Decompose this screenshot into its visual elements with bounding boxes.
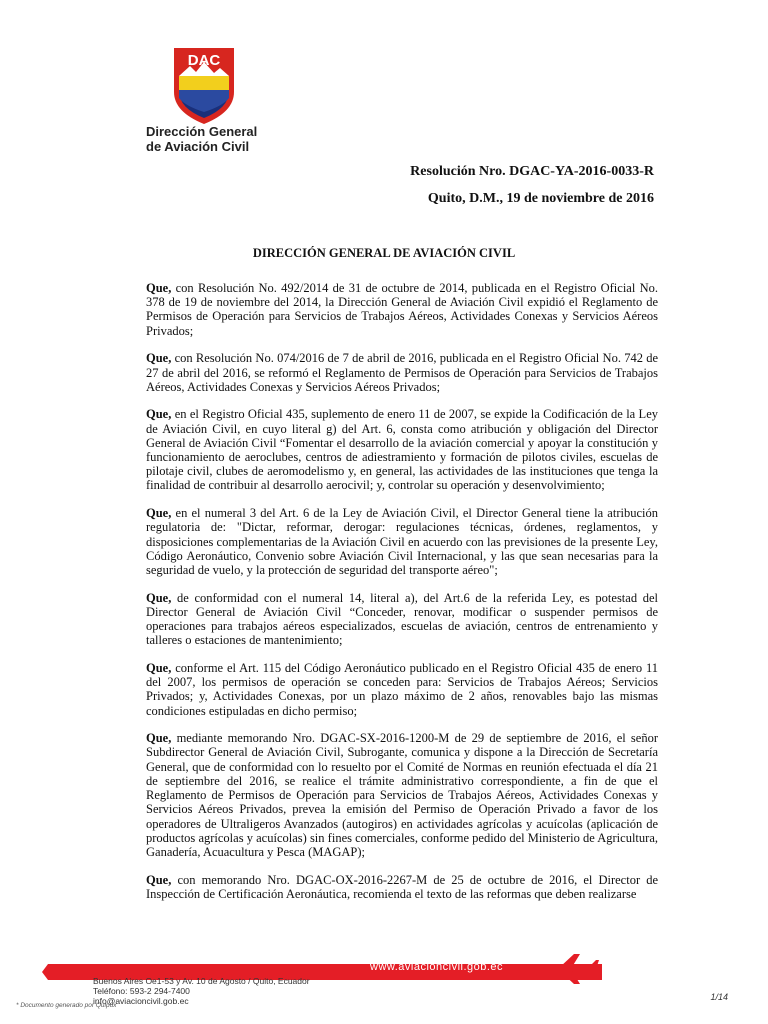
paragraph-text: en el Registro Oficial 435, suplemento de enero 11 de 2007, se expide la Codificación de la Ley de Aviación Civil, en cuyo literal g) del Art. 6, consta como atribución y obligación del Director General de Aviación Civil “Fomentar el desarrollo de la aviación comercial y apoyar la constitución y funcionamiento de aeroclubes, centros de adiestramiento y formación de pilotos civiles, escuelas de pilotaje civil, clubes de aeromodelismo y, en general, las actividades de las instituciones que tenga la finalidad de contribuir al desarrollo aerocivil; y, controlar su operación y desenvolvimiento; [146,407,658,493]
document-body [146,281,658,915]
paragraph [146,661,658,718]
logo-text: DAC [187,52,221,69]
org-name-line1: Dirección General [146,124,258,139]
paragraph-lead: Que, [146,660,172,675]
footer-contact [93,976,310,1006]
paragraph-text: con Resolución No. 492/2014 de 31 de octubre de 2014, publicada en el Registro Oficial No. 378 de 19 de noviembre del 2014, la Dirección General de Aviación Civil expidió el Reglamento de Permisos de Operación para Servicios de Trabajos Aéreos, Actividades Conexas y Servicios Aéreos Privados; [146,281,658,338]
page-number: 1/14 [710,992,728,1002]
paragraph-text: en el numeral 3 del Art. 6 de la Ley de Aviación Civil, el Director General tiene la atribución regulatoria de: "Dictar, reformar, derogar: regulaciones técnicas, órdenes, reglamentos, y disposiciones complementarias de la Aviación Civil en acuerdo con las previsiones de la presente Ley, Código Aeronáutico, Convenio sobre Aviación Civil Internacional, y las que sean necesarias para la seguridad de vuelo, y la protección de seguridad del transporte aéreo"; [146,506,658,577]
paragraph-text: con memorando Nro. DGAC-OX-2016-2267-M de 25 de octubre de 2016, el Director de Inspección de Certificación Aeronáutica, recomienda el texto de las reformas que deben realizarse [146,872,658,901]
paragraph-text: de conformidad con el numeral 14, literal a), del Art.6 de la referida Ley, es potestad del Director General de Aviación Civil “Conceder, renovar, modificar o suspender permisos de operaciones para trabajos aéreos especializados, escuelas de aviación, centros de entrenamiento y talleres o estaciones de mantenimiento; [146,590,658,648]
airplane-icon [540,952,600,986]
generated-note: * Documento generado por Quipux [16,1002,117,1009]
footer-email[interactable]: info@aviacioncivil.gob.ec [93,996,189,1006]
paragraph-text: con Resolución No. 074/2016 de 7 de abril de 2016, publicada en el Registro Oficial No. 742 de 27 de abril del 2016, se reformó el Reglamento de Permisos de Operación para Servicios de Trabajos Aéreos, Actividades Conexas y Servicios Aéreos Privados; [146,351,658,394]
paragraph-lead: Que, [146,590,172,605]
paragraph [146,281,658,338]
paragraph-lead: Que, [146,872,172,887]
paragraph-lead: Que, [146,281,172,295]
paragraph [146,351,658,394]
paragraph [146,506,658,577]
paragraph-text: mediante memorando Nro. DGAC-SX-2016-1200-M de 29 de septiembre de 2016, el señor Subdirector General de Aviación Civil, Subrogante, comunica y dispone a la Dirección de Secretaría General, que de conformidad con lo resuelto por el Comité de Normas en reunión efectuada el día 21 de septiembre del 2016, se realice el trámite administrativo correspondiente, a fin de que el Reglamento de Permisos de Operación para Servicios de Trabajos Aéreos, Actividades Conexas y Servicios Aéreos Privados, prevea la emisión del Permiso de Operación Privado a favor de los operadores de Ultraligeros Avanzados (autogiros) en actividades agrícolas y acuícolas (aplicación de productos agrícolas y acuícolas) sin fines comerciales, conforme pedido del Ministerio de Agricultura, Ganadería, Acuacultura y Pesca (MAGAP); [146,731,658,859]
resolution-date: Quito, D.M., 19 de noviembre de 2016 [427,191,654,206]
paragraph [146,407,658,492]
paragraph-lead: Que, [146,731,172,746]
issuer-heading: DIRECCIÓN GENERAL DE AVIACIÓN CIVIL [252,246,516,260]
org-name-line2: de Aviación Civil [146,139,250,154]
resolution-number: Resolución Nro. DGAC-YA-2016-0033-R [410,164,654,179]
paragraph-lead: Que, [146,351,172,366]
paragraph-lead: Que, [146,407,172,422]
paragraph [146,591,658,648]
paragraph-lead: Que, [146,506,172,521]
paragraph-text: conforme el Art. 115 del Código Aeronáutico publicado en el Registro Oficial 435 de enero 11 del 2007, los permisos de operación se conceden para: Servicios de Trabajos Aéreos; Servicios Privados; y, Actividades Conexas, por un plazo máximo de 2 años, renovables bajo las mismas condiciones estipuladas en dicho permiso; [146,660,658,718]
footer-address: Buenos Aires Oe1-53 y Av. 10 de Agosto / Quito, Ecuador [93,976,310,986]
paragraph [146,873,658,901]
footer-website-link[interactable]: www.aviacioncivil.gob.ec [370,961,504,973]
paragraph [146,731,658,859]
dac-logo [168,46,240,126]
footer-phone: Teléfono: 593-2 294-7400 [93,986,190,996]
organization-name [146,124,276,154]
